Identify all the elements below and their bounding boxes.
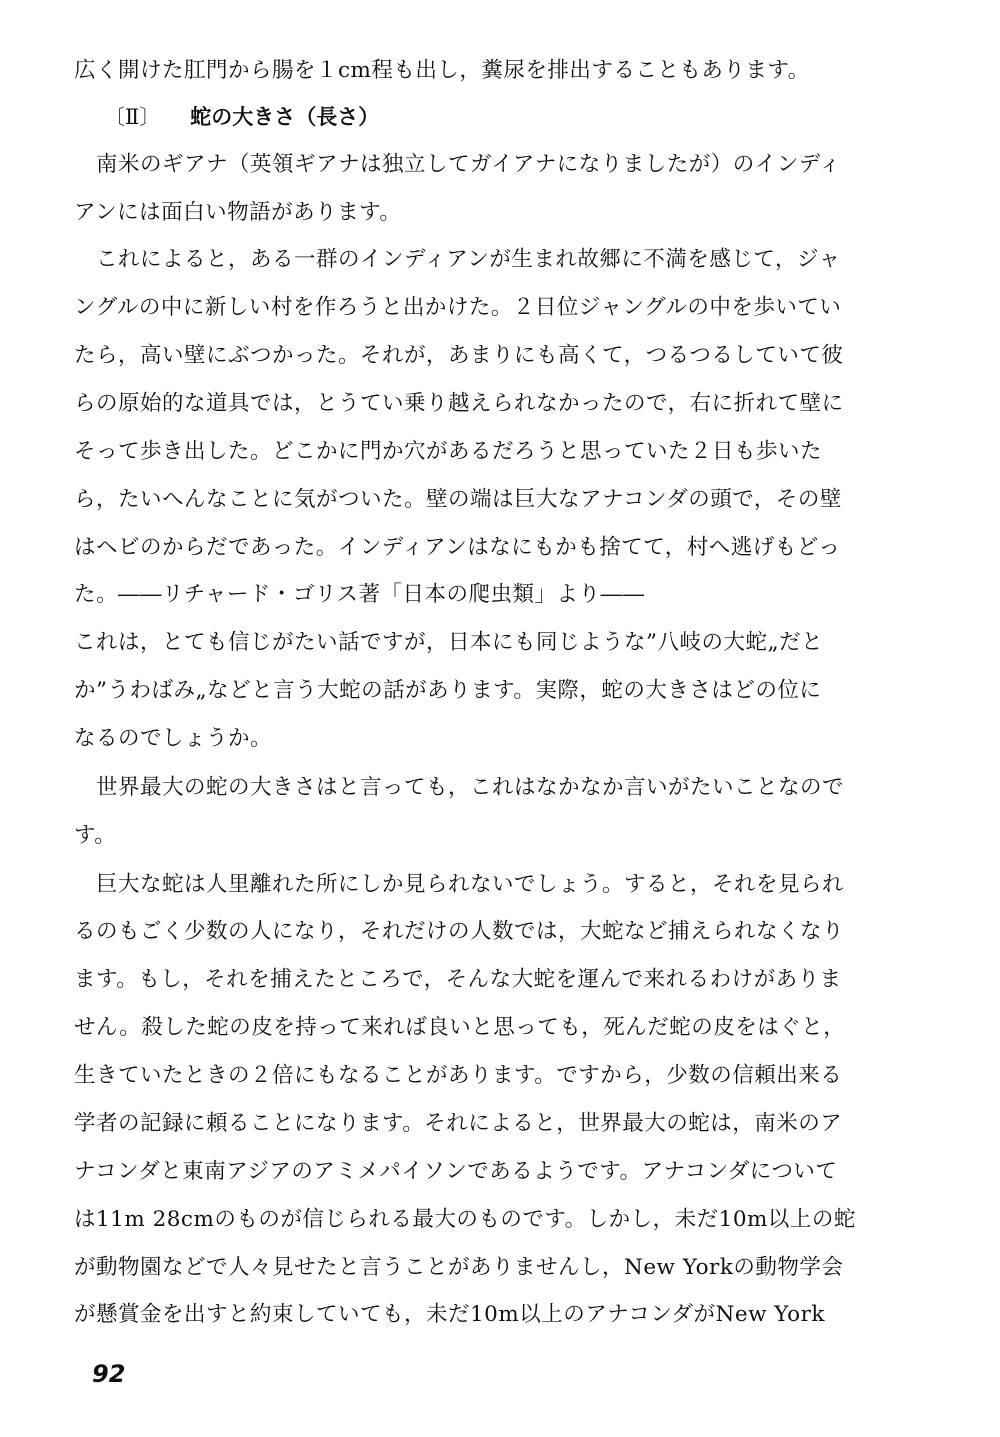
text-line: たら，高い壁にぶつかった。それが，あまりにも高くて，つるつるしていて彼 <box>74 343 844 368</box>
text-line: るのもごく少数の人になり，それだけの人数では，大蛇など捕えられなくなり <box>74 919 845 944</box>
text-line: 広く開けた肛門から腸を１cm程も出し，糞尿を排出することもあります。 <box>74 58 810 83</box>
text-line: これによると，ある一群のインディアンが生まれ故郷に不満を感じて，ジャ <box>96 247 841 272</box>
text-line: 生きていたときの２倍にもなることがあります。ですから，少数の信頼出来る <box>74 1063 843 1088</box>
section-heading <box>104 102 379 132</box>
text-line: は11m 28cmのものが信じられる最大のものです。しかし，未だ10m以上の蛇 <box>74 1207 856 1232</box>
text-line: アンには面白い物語があります。 <box>74 200 402 225</box>
text-line: が懸賞金を出すと約束していても，未だ10m以上のアナコンダがNew York <box>74 1302 825 1327</box>
text-line: らの原始的な道具では，とうてい乗り越えられなかったので，右に折れて壁に <box>74 391 844 416</box>
text-line: ングルの中に新しい村を作ろうと出かけた。２日位ジャングルの中を歩いてい <box>74 295 842 320</box>
text-line: 学者の記録に頼ることになります。それによると，世界最大の蛇は，南米のア <box>74 1111 843 1136</box>
text-line: か”うわばみ„などと言う大蛇の話があります。実際，蛇の大きさはどの位に <box>74 678 822 703</box>
text-line: 巨大な蛇は人里離れた所にしか見られないでしょう。すると，それを見られ <box>96 872 845 897</box>
text-line: そって歩き出した。どこかに門か穴があるだろうと思っていた２日も歩いた <box>74 439 823 464</box>
text-line: 世界最大の蛇の大きさはと言っても，これはなかなか言いがたいことなので <box>96 775 845 800</box>
section-title: 蛇の大きさ（長さ） <box>190 104 380 129</box>
text-line: はヘビのからだであった。インディアンはなにもかも捨てて，村へ逃げもどっ <box>74 535 841 560</box>
text-line: が動物園などで人々見せたと言うことがありませんし，New Yorkの動物学会 <box>74 1255 844 1280</box>
text-line: これは，とても信じがたい話ですが，日本にも同じような”八岐の大蛇„だと <box>74 630 824 655</box>
text-line: た。――リチャード・ゴリス著「日本の爬虫類」より―― <box>74 582 645 607</box>
text-line: ナコンダと東南アジアのアミメパイソンであるようです。アナコンダについて <box>74 1159 838 1184</box>
section-number: 〔Ⅱ〕 <box>104 105 161 129</box>
text-line: 南米のギアナ（英領ギアナは独立してガイアナになりましたが）のインディ <box>96 152 841 177</box>
text-line: す。 <box>74 823 117 848</box>
text-line: ら，たいへんなことに気がついた。壁の端は巨大なアナコンダの頭で，その壁 <box>74 487 842 512</box>
text-line: ます。もし，それを捕えたところで，そんな大蛇を運んで来れるわけがありま <box>74 967 842 992</box>
text-line: せん。殺した蛇の皮を持って来れば良いと思っても，死んだ蛇の皮をはぐと， <box>74 1015 846 1040</box>
text-line: なるのでしょうか。 <box>74 726 273 751</box>
page-number: 92 <box>92 1360 126 1388</box>
